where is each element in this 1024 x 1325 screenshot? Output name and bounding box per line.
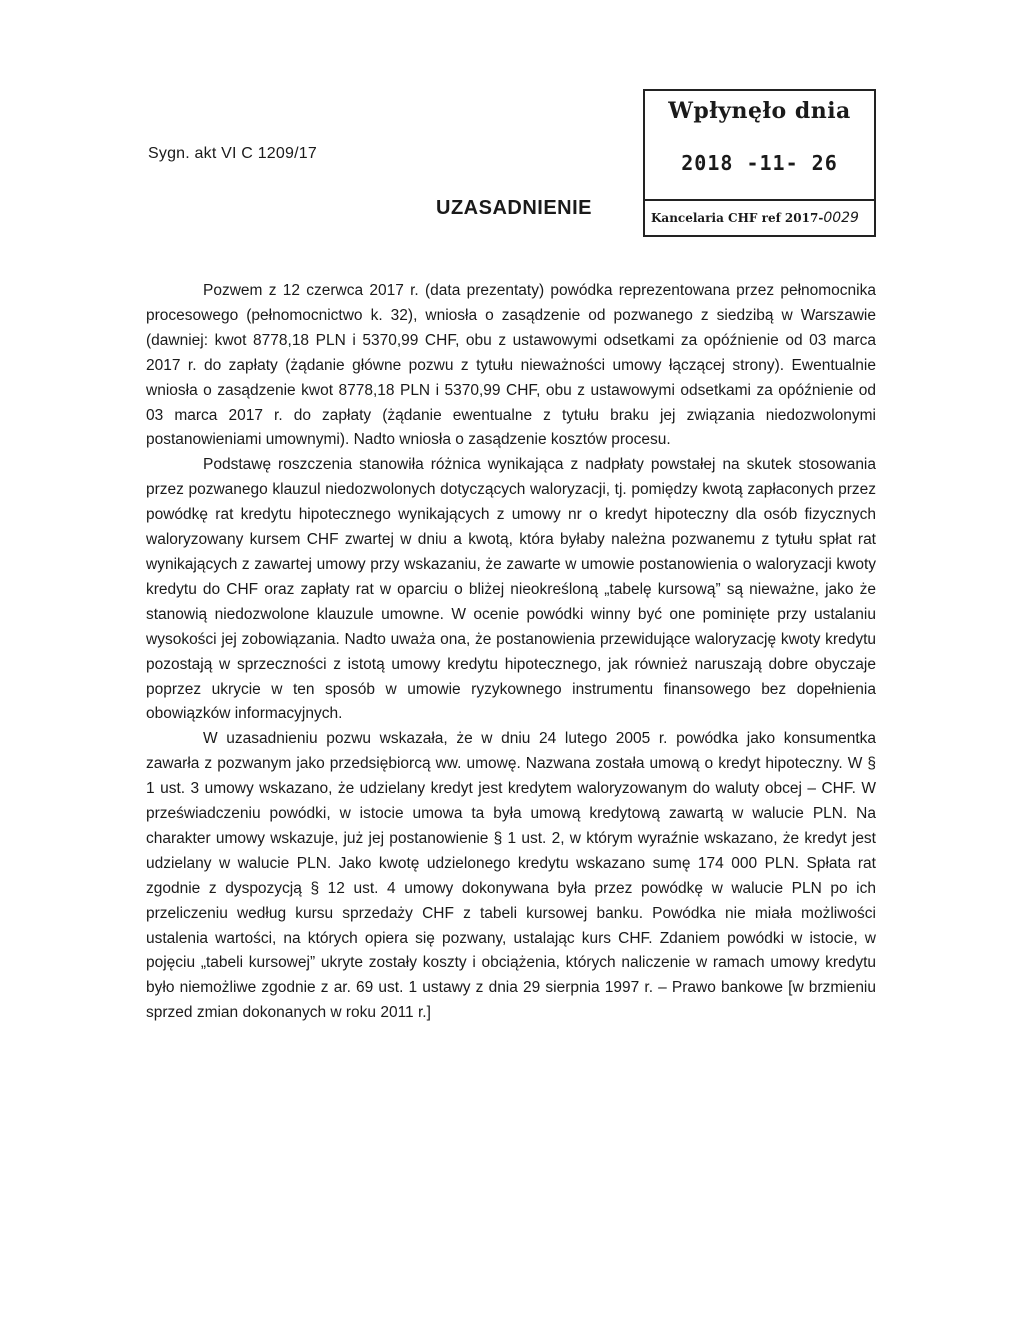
- stamp-footer-label: Kancelaria CHF ref 2017-: [651, 211, 824, 225]
- paragraph-3: W uzasadnieniu pozwu wskazała, że w dniu 24 lutego 2005 r. powódka jako konsumentka zawarła z pozwanym jako przedsiębiorcą ww. umowę. Nazwana została umową o kredyt hipoteczny. W § 1 ust. 3 umowy wskazano, że udzielany kredyt jest kredytem waloryzowanym do waluty obcej – CHF. W przeświadczeniu powódki, w istocie umowa ta była umową kredytową zawartą w walucie PLN. Na charakter umowy wskazuje, już jej postanowienie § 1 ust. 2, w którym wyraźnie wskazano, że kredyt jest udzielany w walucie PLN. Jako kwotę udzielonego kredytu wskazano sumę 174 000 PLN. Spłata rat zgodnie z dyspozycją § 12 ust. 4 umowy dokonywana była przez powódkę w walucie PLN po ich przeliczeniu według kursu sprzedaży CHF z tabeli kursowej banku. Powódka nie miała możliwości ustalenia wartości, na których opiera się pozwany, ustalając kurs CHF. Zdaniem powódki w istocie, w pojęciu „tabeli kursowej” ukryte zostały koszty i obciążenia, których naliczenie w ramach umowy kredytu było niemożliwe zgodnie z ar. 69 ust. 1 ustawy z dnia 29 sierpnia 1997 r. – Prawo bankowe [w brzmieniu sprzed zmian dokonanych w roku 2011 r.]: [146, 730, 876, 1022]
- stamp-footer-ref: 0029: [823, 210, 859, 226]
- stamp-title: Wpłynęło dnia: [668, 98, 851, 124]
- paragraph-2: Podstawę roszczenia stanowiła różnica wynikająca z nadpłaty powstałej na skutek stosowania przez pozwanego klauzul niedozwolonych dotyczących waloryzacji, tj. pomiędzy kwotą zapłaconych przez powódkę rat kredytu hipotecznego wynikających z umowy nr o kredyt hipoteczny dla osób fizycznych waloryzowany kursem CHF zwartej w dniu a kwotą, która byłaby należna pozwanemu z tytułu spłat rat wynikających z zawartej umowy przy wskazaniu, że zawarte w umowie postanowienia o waloryzacji kwoty kredytu do CHF oraz zapłaty rat w oparciu o bliżej nieokreśloną „tabelę kursową” są nieważne, jako że stanowią niedozwolone klauzule umowne. W ocenie powódki winny być one pominięte przy ustalaniu wysokości jej zobowiązania. Nadto uważa ona, że postanowienia przewidujące waloryzację kwoty kredytu pozostają w sprzeczności z istotą umowy kredytu hipotecznego, jak również naruszają dobre obyczaje poprzez ukrycie w ten sposób w umowie ryzykownego instrumentu finansowego bez dopełnienia obowiązków informacyjnych.: [146, 456, 876, 723]
- document-title: UZASADNIENIE: [436, 197, 593, 219]
- case-signature: Sygn. akt VI C 1209/17: [148, 145, 317, 162]
- received-stamp: [643, 89, 876, 237]
- document-body: [146, 279, 876, 1026]
- stamp-footer: [645, 199, 874, 235]
- stamp-date: 2018 -11- 26: [681, 151, 838, 175]
- paragraph-1: Pozwem z 12 czerwca 2017 r. (data prezentaty) powódka reprezentowana przez pełnomocnika procesowego (pełnomocnictwo k. 32), wniosła o zasądzenie od pozwanego z siedzibą w Warszawie (dawniej: kwot 8778,18 PLN i 5370,99 CHF, obu z ustawowymi odsetkami za opóźnienie od 03 marca 2017 r. do zapłaty (żądanie główne pozwu z tytułu nieważności umowy łączącej strony). Ewentualnie wniosła o zasądzenie kwot 8778,18 PLN i 5370,99 CHF, obu z ustawowymi odsetkami za opóźnienie od 03 marca 2017 r. do zapłaty (żądanie ewentualne z tytułu braku jej związania niedozwolonymi postanowieniami umownymi). Nadto wniosła o zasądzenie kosztów procesu.: [146, 282, 876, 449]
